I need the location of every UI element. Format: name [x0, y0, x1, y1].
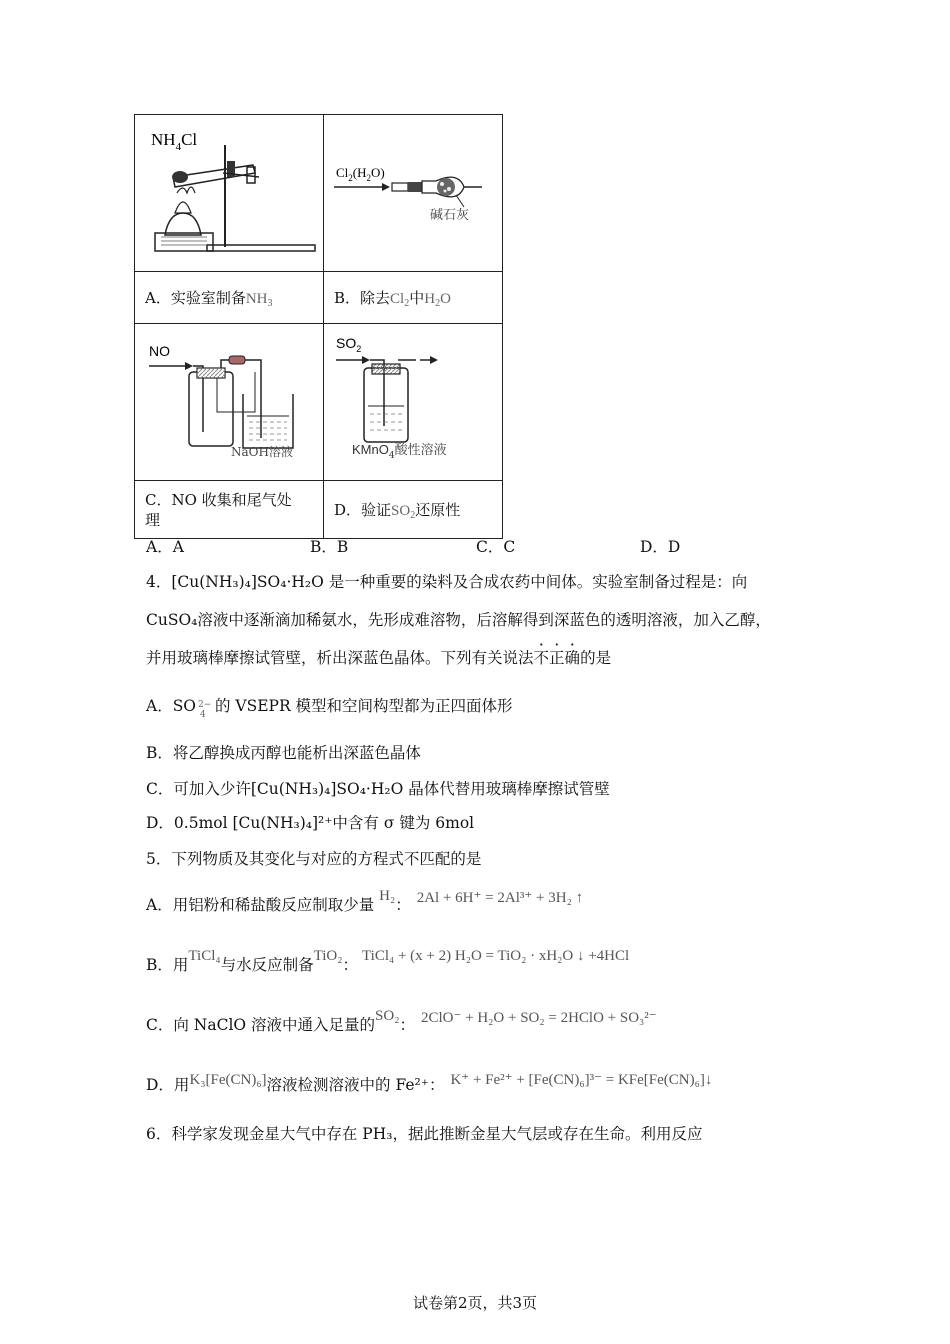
caption-a: A．实验室制备$NH_3$ [135, 272, 324, 324]
q3-option-c: C．C [476, 538, 516, 556]
caption-c: C．NO 收集和尾气处 理 [135, 481, 324, 539]
q3-option-b: B．B [310, 538, 349, 556]
fig-c-reagent: NaOH溶液 [231, 445, 293, 459]
q5-option-a: A．用铝粉和稀盐酸反应制取少量 H₂： 2Al + 6H⁺ = 2Al³⁺ + 3H₂ ↑ [146, 888, 584, 914]
q3-option-a: A．A [146, 538, 184, 556]
caption-b: B．除去$Cl_2$中$H_2O$ [324, 272, 503, 324]
q4-stem-line1: 4．[Cu(NH₃)₄]SO₄·H₂O 是一种重要的染料及合成农药中间体。实验室制备过程是：向 [146, 573, 748, 591]
figure-c-cell [135, 324, 324, 481]
experiment-table [134, 114, 503, 539]
page-footer: 试卷第2页，共3页 [412, 1294, 538, 1312]
q5-option-d: D．用K₃[Fe(CN)₆]溶液检测溶液中的 Fe²⁺： K⁺ + Fe²⁺ + [Fe(CN)₆]³⁻ = KFe[Fe(CN)₆]↓ [146, 1072, 713, 1094]
so2-reduction-figure [324, 324, 502, 470]
fig-a-label: $NH_4Cl$ [151, 130, 198, 153]
fig-c-gas: NO [149, 343, 170, 359]
q5-stem: 5．下列物质及其变化与对应的方程式不匹配的是 [146, 850, 482, 868]
q4-option-a: A．SO 2− 4 的 VSEPR 模型和空间构型都为正四面体形 [146, 697, 513, 720]
drying-tube-figure [324, 115, 502, 271]
fig-b-gas: $Cl_2(H_2O)$ [336, 165, 385, 183]
q5-option-b: B．用TiCl₄与水反应制备TiO₂： TiCl₄ + (x + 2) H₂O = TiO₂ · xH₂O ↓ +4HCl [146, 948, 630, 974]
q6-stem: 6．科学家发现金星大气中存在 PH₃，据此推断金星大气层或存在生命。利用反应 [146, 1125, 703, 1143]
caption-d: D．验证$SO_2$还原性 [324, 481, 503, 539]
fig-d-reagent: KMnO$_4$酸性溶液 [352, 442, 447, 461]
figure-d-cell [324, 324, 503, 481]
q4-stem-line3: 并用玻璃棒摩擦试管壁，析出深蓝色晶体。下列有关说法不正确的是 [146, 649, 612, 667]
fig-d-gas: $SO_2$ [336, 335, 362, 354]
nh3-apparatus-figure [135, 115, 323, 271]
q4-option-c: C．可加入少许[Cu(NH₃)₄]SO₄·H₂O 晶体代替用玻璃棒摩擦试管壁 [146, 780, 610, 798]
q4-option-d: D．0.5mol [Cu(NH₃)₄]²⁺中含有 σ 键为 6mol [146, 814, 475, 832]
q4-option-b: B．将乙醇换成丙醇也能析出深蓝色晶体 [146, 744, 421, 762]
no-collection-figure [135, 324, 323, 470]
figure-b-cell [324, 115, 503, 272]
q3-option-d: D．D [640, 538, 681, 556]
fig-b-reagent: 碱石灰 [430, 208, 470, 223]
q4-stem-line2: CuSO₄溶液中逐渐滴加稀氨水，先形成难溶物，后溶解得到深蓝色的透明溶液，加入乙醇， [146, 611, 771, 629]
figure-a-cell [135, 115, 324, 272]
q5-option-c: C．向 NaClO 溶液中通入足量的SO₂： 2ClO⁻ + H₂O + SO₂ = 2HClO + SO₃²⁻ [146, 1008, 657, 1034]
